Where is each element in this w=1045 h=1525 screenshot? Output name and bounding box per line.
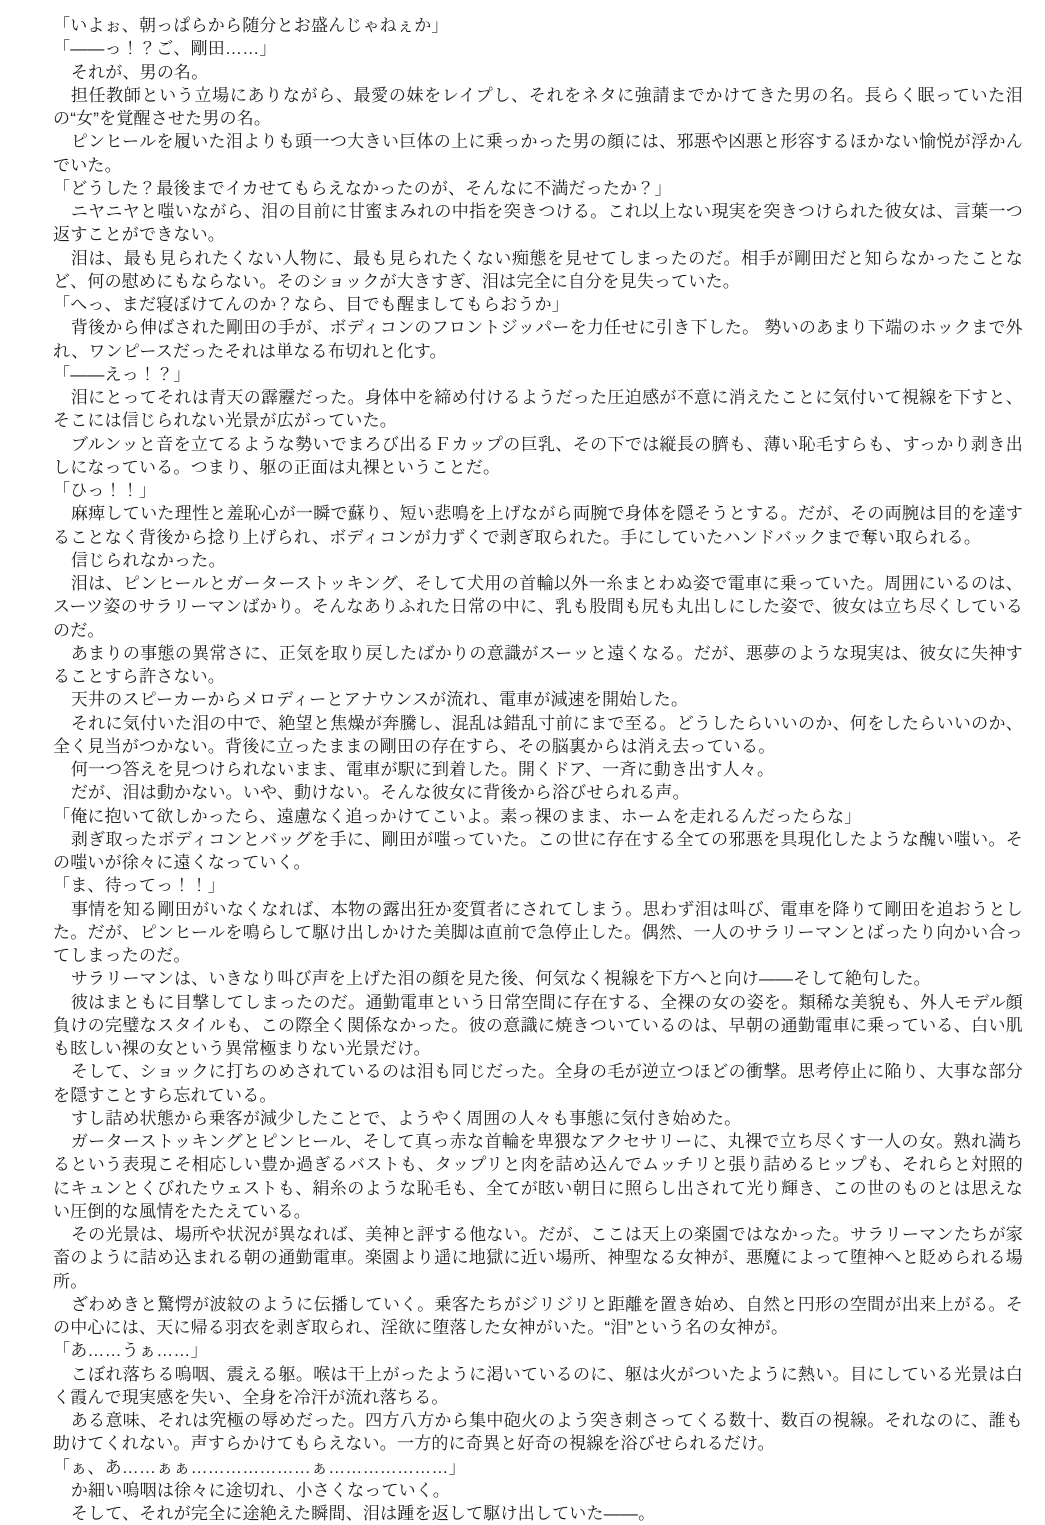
paragraph: ニヤニヤと嗤いながら、泪の目前に甘蜜まみれの中指を突きつける。これ以上ない現実を突きつけられた彼女は、言葉一つ返すことができない。 [53,202,1023,245]
paragraph: あまりの事態の異常さに、正気を取り戻したばかりの意識がスーッと遠くなる。だが、悪夢のような現実は、彼女に失神することすら許さない。 [53,643,1023,686]
paragraph: 彼はまともに目撃してしまったのだ。通勤電車という日常空間に存在する、全裸の女の姿を。類稀な美貌も、外人モデル顔負けの完璧なスタイルも、この際全く関係なかった。彼の意識に焼きついているのは、早朝の通勤電車に乗っている、白い肌も眩しい裸の女という異常極まりない光景だけ。 [53,992,1023,1058]
paragraph: 「――っ！？ご、剛田……」 [53,39,277,59]
paragraph: その光景は、場所や状況が異なれば、美神と評する他ない。だが、ここは天上の楽園ではなかった。サラリーマンたちが家畜のように詰め込まれる朝の通勤電車。楽園より遥に地獄に近い場所、神聖なる女神が、悪魔によって堕神へと貶められる場所。 [53,1225,1023,1291]
paragraph: ブルンッと音を立てるような勢いでまろび出るＦカップの巨乳、その下では縦長の臍も、薄い恥毛すらも、すっかり剥き出しになっている。つまり、躯の正面は丸裸ということだ。 [53,434,1023,477]
paragraph: そして、ショックに打ちのめされているのは泪も同じだった。全身の毛が逆立つほどの衝撃。思考停止に陥り、大事な部分を隠すことすら忘れている。 [53,1062,1023,1105]
paragraph: 麻痺していた理性と羞恥心が一瞬で蘇り、短い悲鳴を上げながら両腕で身体を隠そうとする。だが、その両腕は目的を達することなく背後から捻り上げられ、ボディコンが力ずくで剥ぎ取られた。手にしていたハンドバックまで奪い取られる。 [53,504,1023,547]
paragraph: すし詰め状態から乗客が減少したことで、ようやく周囲の人々も事態に気付き始めた。 [70,1108,742,1128]
paragraph: ある意味、それは究極の辱めだった。四方八方から集中砲火のよう突き刺さってくる数十、数百の視線。それなのに、誰も助けてくれない。声すらかけてもらえない。一方的に奇異と好奇の視線を浴びせられるだけ。 [53,1411,1023,1454]
paragraph: ピンヒールを履いた泪よりも頭一つ大きい巨体の上に乗っかった男の顔には、邪悪や凶悪と形容するほかない愉悦が浮かんでいた。 [53,132,1023,175]
paragraph: 泪は、ピンヒールとガーターストッキング、そして犬用の首輪以外一糸まとわぬ姿で電車に乗っていた。周囲にいるのは、スーツ姿のサラリーマンばかり。そんなありふれた日常の中に、乳も股間も尻も丸出しにした姿で、彼女は立ち尽くしているのだ。 [53,574,1023,640]
paragraph: こぼれ落ちる嗚咽、震える躯。喉は干上がったように渇いているのに、躯は火がついたように熱い。目にしている光景は白く霞んで現実感を失い、全身を冷汗が流れ落ちる。 [53,1364,1023,1407]
paragraph: 「あ……うぁ……」 [53,1341,208,1361]
paragraph: か細い嗚咽は徐々に途切れ、小さくなっていく。 [70,1480,450,1500]
paragraph: だが、泪は動かない。いや、動けない。そんな彼女に背後から浴びせられる声。 [70,783,690,803]
paragraph: サラリーマンは、いきなり叫び声を上げた泪の顔を見た後、何気なく視線を下方へと向け――そして絶句した。 [70,969,931,989]
paragraph: それが、男の名。 [70,62,209,82]
paragraph: ガーターストッキングとピンヒール、そして真っ赤な首輪を卑猥なアクセサリーに、丸裸で立ち尽くす一人の女。熟れ満ちるという表現こそ相応しい豊か過ぎるバストも、タップリと肉を詰め込んでムッチリと張り詰めるヒップも、それらと対照的にキュンとくびれたウェストも、絹糸のような恥毛も、全てが眩い朝日に照らし出されて光り輝き、この世のものとは思えない圧倒的な風情をたたえている。 [53,1132,1023,1221]
paragraph: 「へっ、まだ寝ぼけてんのか？なら、目でも醒ましてもらおうか」 [53,295,569,314]
paragraph: 担任教師という立場にありながら、最愛の妹をレイプし、それをネタに強請までかけてきた男の名。長らく眠っていた泪の“女”を覚醒させた男の名。 [53,85,1023,128]
paragraph: それに気付いた泪の中で、絶望と焦燥が奔騰し、混乱は錯乱寸前にまで至る。どうしたらいいのか、何をしたらいいのか、全く見当がつかない。背後に立ったままの剛田の存在すら、その脳裏からは消え去っている。 [53,713,1023,756]
paragraph: ざわめきと驚愕が波紋のように伝播していく。乗客たちがジリジリと距離を置き始め、自然と円形の空間が出来上がる。その中心には、天に帰る羽衣を剥ぎ取られ、淫欲に堕落した女神がいた。“泪”という名の女神が。 [53,1294,1023,1337]
paragraph: 事情を知る剛田がいなくなれば、本物の露出狂か変質者にされてしまう。思わず泪は叫び、電車を降りて剛田を追おうとした。だが、ピンヒールを鳴らして駆け出しかけた美脚は直前で急停止した。偶然、一人のサラリーマンとばったり向かい合ってしまったのだ。 [53,899,1023,965]
paragraph: 泪にとってそれは青天の霹靂だった。身体中を締め付けるようだった圧迫感が不意に消えたことに気付いて視線を下すと、そこには信じられない光景が広がっていた。 [53,388,1023,431]
paragraph: 「ひっ！！」 [53,481,157,500]
paragraph: 「ま、待ってっ！！」 [53,876,225,896]
paragraph: 「――えっ！？」 [53,364,191,384]
paragraph: 「ぁ、あ……ぁぁ…………………ぁ…………………」 [53,1457,466,1477]
paragraph: 泪は、最も見られたくない人物に、最も見られたくない痴態を見せてしまったのだ。相手が剛田だと知らなかったことなど、何の慰めにもならない。そのショックが大きすぎ、泪は完全に自分を見失っていた。 [53,248,1023,291]
paragraph: 「どうした？最後までイカせてもらえなかったのが、そんなに不満だったか？」 [53,178,672,198]
paragraph: 信じられなかった。 [70,550,226,570]
paragraph: そして、それが完全に途絶えた瞬間、泪は踵を返して駆け出していた――。 [70,1504,656,1523]
paragraph: 天井のスピーカーからメロディーとアナウンスが流れ、電車が減速を開始した。 [70,690,689,710]
paragraph: 剥ぎ取ったボディコンとバッグを手に、剛田が嗤っていた。この世に存在する全ての邪悪を具現化したような醜い嗤い。その嗤いが徐々に遠くなっていく。 [53,829,1023,872]
paragraph: 「俺に抱いて欲しかったら、遠慮なく追っかけてこいよ。素っ裸のまま、ホームを走れるんだったらな」 [53,806,862,826]
paragraph: 背後から伸ばされた剛田の手が、ボディコンのフロントジッパーを力任せに引き下した。 勢いのあまり下端のホックまで外れ、ワンピースだったそれは単なる布切れと化す。 [53,318,1023,361]
paragraph: 「いよぉ、朝っぱらから随分とお盛んじゃねぇか」 [53,16,449,35]
paragraph: 何一つ答えを見つけられないまま、電車が駅に到着した。開くドア、一斉に動き出す人々。 [70,760,775,779]
text-column [53,14,1023,1525]
